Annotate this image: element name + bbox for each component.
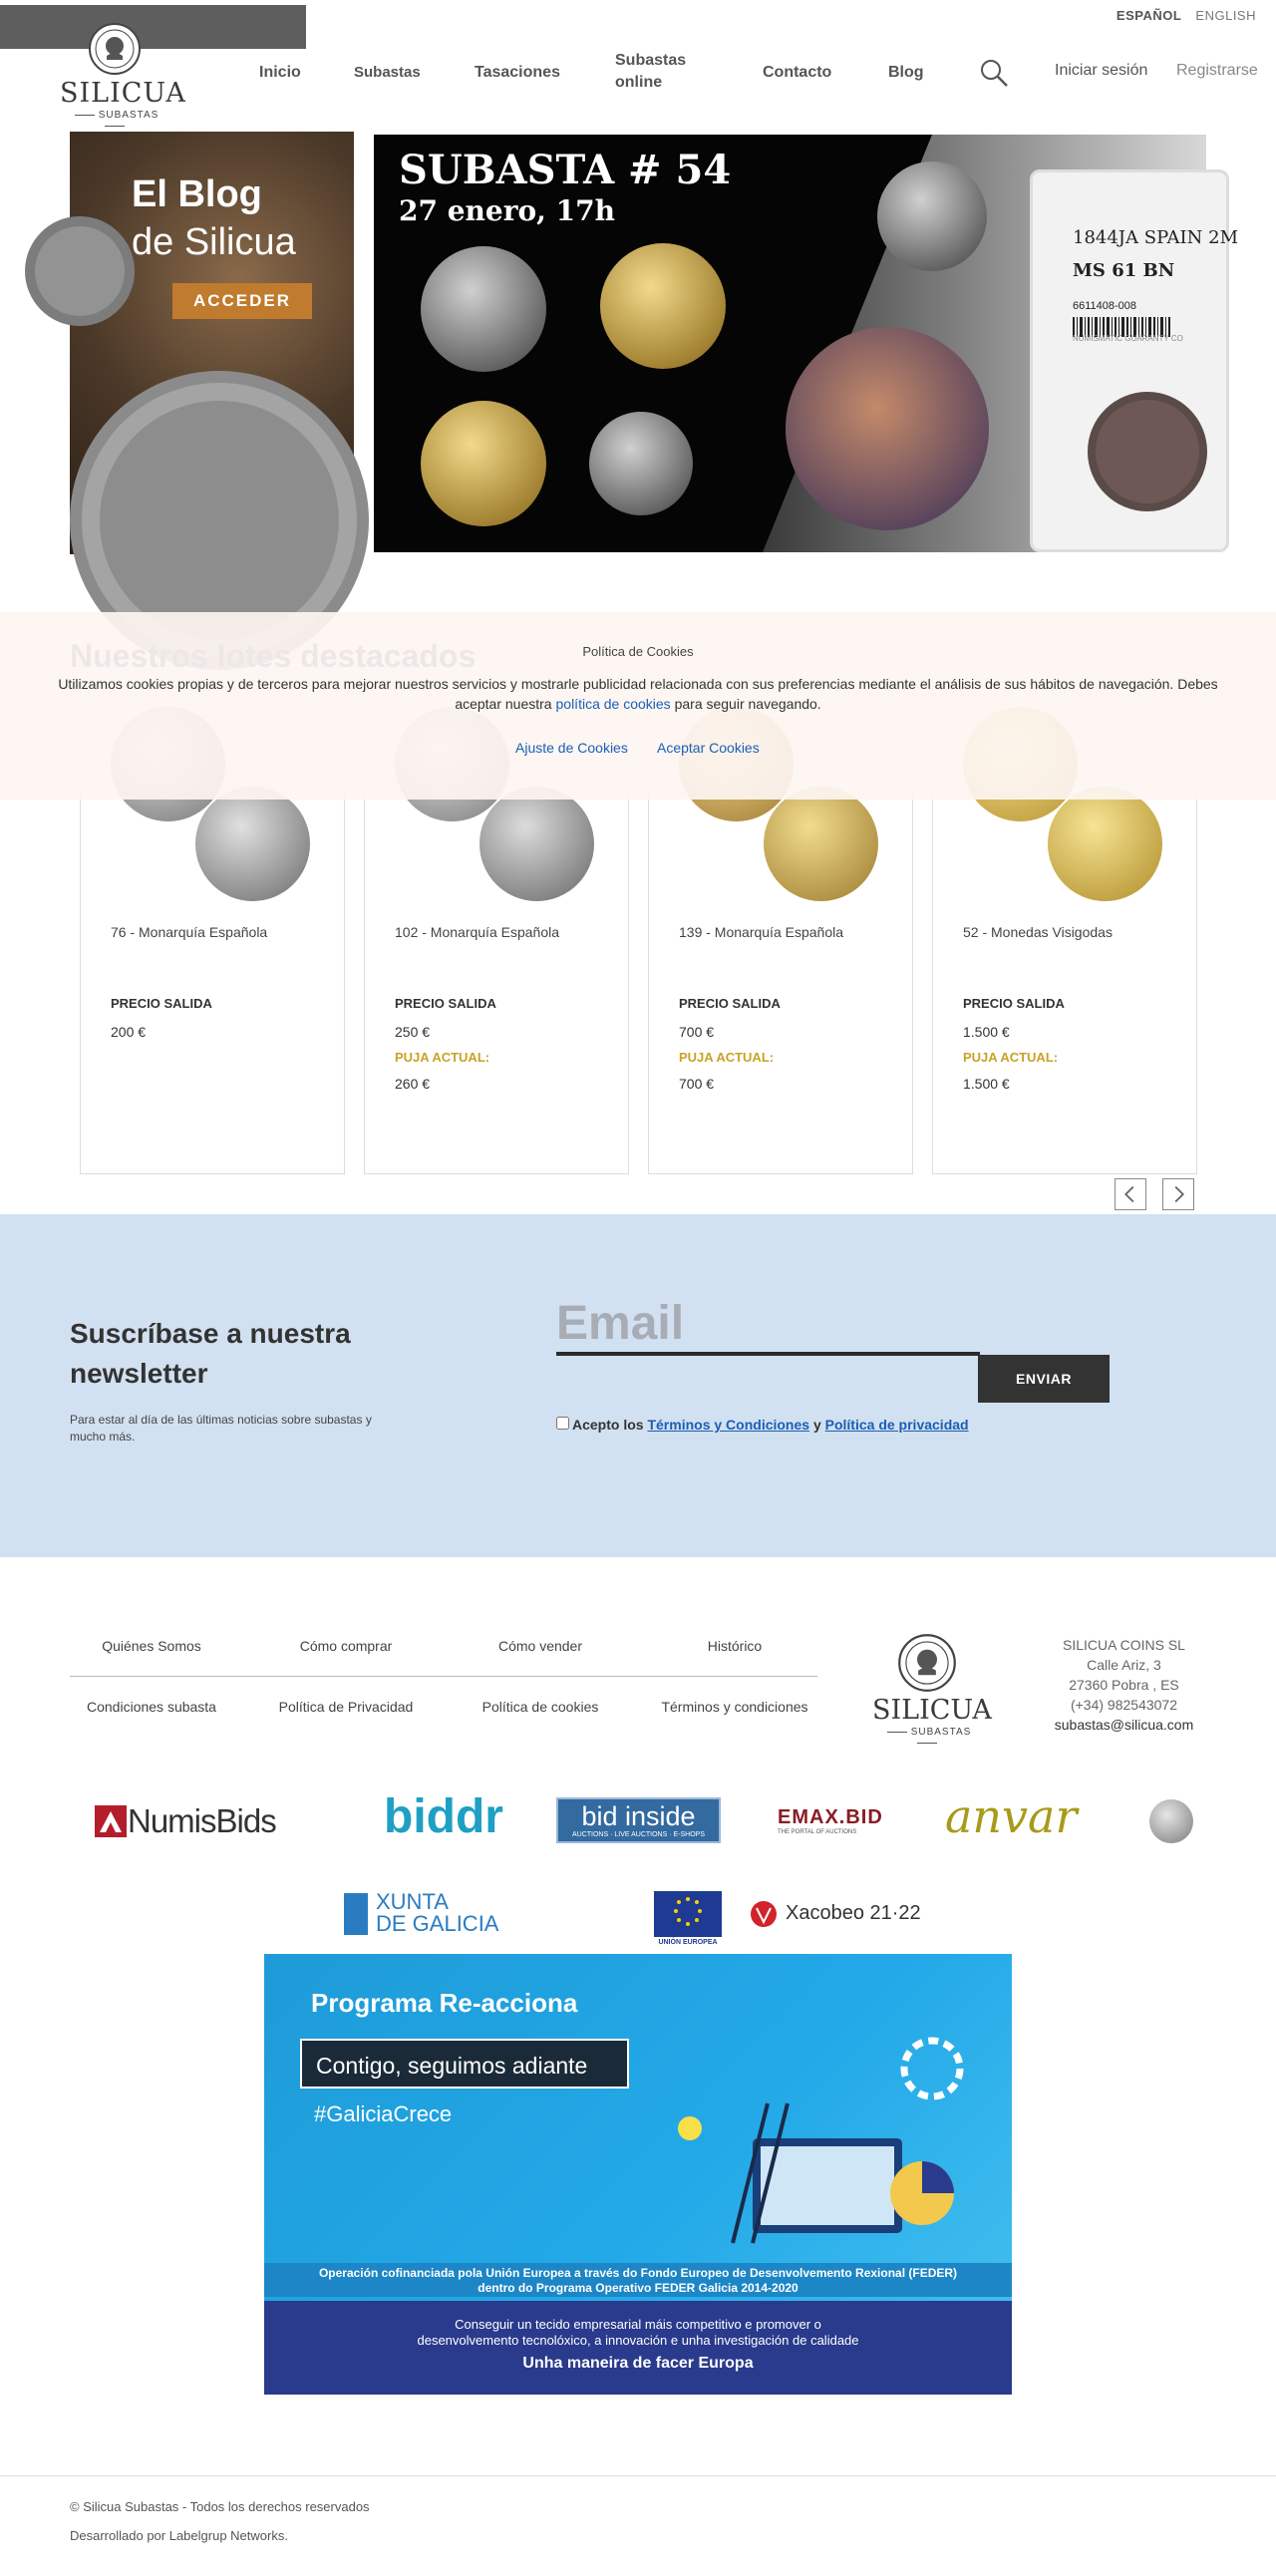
company-address-2: 27360 Pobra , ES [1069, 1677, 1179, 1693]
partner-anvar[interactable]: anvar [945, 1789, 1078, 1843]
slab-coin-image [1033, 382, 1232, 531]
numisbids-text: NumisBids [128, 1802, 276, 1839]
eu-flag-icon [654, 1891, 722, 1937]
newsletter-title: Suscríbase a nuestra newsletter [70, 1318, 351, 1389]
lot-title[interactable]: 76 - Monarquía Española [111, 924, 268, 940]
language-switcher [1107, 8, 1256, 23]
footer-logo[interactable] [872, 1633, 992, 1743]
lot-title[interactable]: 102 - Monarquía Española [395, 924, 559, 940]
lot-current-bid: 1.500 € [963, 1076, 1010, 1092]
funding-banner [264, 1954, 1012, 2395]
company-email[interactable]: subastas@silicua.com [1054, 1717, 1194, 1733]
cookie-settings-button[interactable]: Ajuste de Cookies [515, 740, 628, 756]
lot-starting-price: 700 € [679, 1024, 715, 1040]
footer-copyright: © Silicua Subastas - Todos los derechos reservados [70, 2499, 370, 2514]
footer-link-quienes-somos[interactable]: Quiénes Somos [102, 1638, 201, 1654]
footer-link-terminos[interactable]: Términos y condiciones [661, 1699, 808, 1715]
search-icon[interactable] [979, 58, 1009, 88]
blog-banner-subtitle: de Silicua [132, 221, 296, 263]
partner-coin-icon[interactable] [1149, 1799, 1193, 1843]
auction-title: SUBASTA # 54 [399, 147, 732, 193]
footer-link-cookies[interactable]: Política de cookies [481, 1699, 599, 1715]
slab-label-grader: NUMISMATIC GUARANTY CO [1073, 334, 1183, 343]
xunta-line1: XUNTA [376, 1889, 449, 1914]
newsletter-send-button[interactable]: ENVIAR [978, 1355, 1110, 1403]
lot-price-label: PRECIO SALIDA [679, 996, 781, 1011]
register-link[interactable]: Registrarse [1176, 62, 1258, 79]
nav-tasaciones[interactable]: Tasaciones [475, 64, 560, 81]
funding-title: Programa Re-acciona [311, 1988, 578, 2018]
blog-banner[interactable] [70, 132, 354, 554]
blog-banner-title: El Blog [132, 173, 262, 215]
lot-current-bid-label: PUJA ACTUAL: [395, 1050, 490, 1065]
cookie-banner [0, 612, 1276, 800]
xunta-flag-icon [344, 1893, 368, 1935]
xacobeo-text: Xacobeo 21·22 [786, 1902, 921, 1924]
partner-numisbids[interactable] [95, 1802, 309, 1840]
carousel-prev-icon[interactable] [1115, 1178, 1146, 1210]
lot-current-bid: 700 € [679, 1076, 715, 1092]
cookie-policy-link[interactable]: política de cookies [555, 696, 671, 712]
cookie-text-end: para seguir navegando. [674, 696, 821, 712]
emax-tagline: THE PORTAL OF AUCTIONS [778, 1829, 857, 1835]
funding-slogan: Contigo, seguimos adiante [300, 2039, 629, 2089]
footer-link-historico[interactable]: Histórico [707, 1638, 763, 1654]
funding-strip-line1: Operación cofinanciada pola Unión Europea a través do Fondo Europeo de Desenvolvemento Rexional (FEDER) [318, 2266, 958, 2280]
bidinside-text: bid inside [581, 1801, 696, 1831]
carousel-next-icon[interactable] [1162, 1178, 1194, 1210]
cookie-title: Política de Cookies [582, 644, 694, 659]
terms-and: y [812, 1417, 821, 1433]
company-phone[interactable]: (+34) 982543072 [1070, 1697, 1178, 1713]
terms-prefix: Acepto los [572, 1417, 644, 1433]
lot-coin-reverse [1048, 787, 1162, 901]
lot-price-label: PRECIO SALIDA [395, 996, 496, 1011]
funding-hashtag: #GaliciaCrece [314, 2101, 453, 2126]
lot-price-label: PRECIO SALIDA [963, 996, 1065, 1011]
lot-coin-reverse [764, 787, 878, 901]
newsletter-section [0, 1214, 1276, 1557]
nav-contacto[interactable]: Contacto [763, 64, 832, 81]
slab-label-cert: 6611408-008 [1073, 300, 1137, 312]
partner-biddr[interactable]: biddr [384, 1790, 503, 1843]
footer-link-como-vender[interactable]: Cómo vender [497, 1638, 583, 1654]
auction-date: 27 enero, 17h [399, 194, 615, 227]
lot-starting-price: 200 € [111, 1024, 147, 1040]
bidinside-tagline: AUCTIONS · LIVE AUCTIONS · E-SHOPS [571, 1831, 706, 1838]
lang-espanol[interactable]: ESPAÑOL [1116, 8, 1182, 23]
cookie-text-main: Utilizamos cookies propias y de terceros para mejorar nuestros servicios y mostrarle publicidad relacionada con sus preferencias mediante el análisis de sus hábitos de navegación. Debes aceptar nuestra [58, 676, 1218, 712]
lot-current-bid-label: PUJA ACTUAL: [963, 1050, 1059, 1065]
slab-label-grade: MS 61 BN [1073, 260, 1175, 281]
footer-link-privacidad[interactable]: Política de Privacidad [278, 1699, 414, 1715]
nav-blog[interactable]: Blog [888, 64, 924, 81]
lot-price-label: PRECIO SALIDA [111, 996, 212, 1011]
footer-logo-wordmark: SILICUA [872, 1695, 992, 1726]
logo-seal-icon [88, 22, 142, 76]
numisbids-icon [95, 1805, 127, 1837]
funding-bottom-text [264, 2317, 1012, 2349]
lang-english[interactable]: ENGLISH [1195, 8, 1256, 23]
funding-strip-line2: dentro do Programa Operativo FEDER Galicia 2014-2020 [478, 2281, 798, 2295]
xunta-line2: DE GALICIA [376, 1911, 499, 1936]
logo-wordmark: SILICUA [60, 78, 186, 109]
lot-coin-reverse [195, 787, 310, 901]
footer-divider [70, 1676, 817, 1677]
terms-link[interactable]: Términos y Condiciones [647, 1417, 810, 1433]
login-link[interactable]: Iniciar sesión [1055, 62, 1148, 79]
footer-developer: Desarrollado por Labelgrup Networks. [70, 2528, 288, 2543]
footer-logo-seal-icon [897, 1633, 957, 1693]
funding-bottom-line2: desenvolvemento tecnolóxico, a innovación e unha investigación de calidade [417, 2333, 859, 2348]
ue-logo [654, 1891, 722, 1949]
lot-title[interactable]: 52 - Monedas Visigodas [963, 924, 1113, 940]
cookie-accept-button[interactable]: Aceptar Cookies [657, 740, 760, 756]
newsletter-terms-label [572, 1417, 969, 1433]
nav-inicio[interactable]: Inicio [259, 64, 301, 81]
company-info [1037, 1635, 1211, 1735]
footer-link-como-comprar[interactable]: Cómo comprar [299, 1638, 393, 1654]
lot-coin-reverse [479, 787, 594, 901]
slab-label-line1: 1844JA SPAIN 2M [1073, 227, 1238, 248]
lot-starting-price: 1.500 € [963, 1024, 1010, 1040]
auction-banner[interactable] [374, 135, 1238, 552]
xacobeo-icon [750, 1900, 778, 1928]
emax-text: EMAX.BID [778, 1806, 883, 1828]
newsletter-email-input[interactable] [556, 1294, 980, 1356]
lot-title[interactable]: 139 - Monarquía Española [679, 924, 843, 940]
blog-access-button[interactable]: ACCEDER [172, 283, 312, 319]
newsletter-terms-checkbox[interactable] [556, 1417, 569, 1430]
funding-bottom [264, 2301, 1012, 2395]
funding-strip [264, 2263, 1012, 2297]
cookie-text [40, 674, 1236, 714]
footer-bottom-divider [0, 2475, 1276, 2476]
company-address-1: Calle Ariz, 3 [1087, 1657, 1161, 1673]
xunta-galicia-logo [344, 1891, 503, 1939]
logo-subtitle: SUBASTAS [60, 110, 169, 132]
funding-bottom-line1: Conseguir un tecido empresarial máis competitivo e promover o [455, 2317, 821, 2332]
lot-current-bid-label: PUJA ACTUAL: [679, 1050, 775, 1065]
lot-starting-price: 250 € [395, 1024, 431, 1040]
graded-coin-slab [1030, 169, 1238, 552]
partner-bidinside[interactable] [556, 1797, 721, 1843]
partner-emax[interactable] [778, 1806, 889, 1835]
nav-subastas-online[interactable]: Subastas online [615, 52, 687, 91]
ue-label: UNIÓN EUROPEA [658, 1939, 718, 1946]
nav-subastas[interactable]: Subastas [354, 64, 421, 81]
funding-bottom-motto: Unha maneira de facer Europa [522, 2355, 754, 2372]
company-name: SILICUA COINS SL [1063, 1637, 1185, 1653]
privacy-link[interactable]: Política de privacidad [824, 1417, 969, 1433]
xacobeo-logo [750, 1898, 924, 1930]
site-logo[interactable] [60, 20, 186, 121]
footer-logo-subtitle: SUBASTAS [872, 1727, 982, 1749]
footer-link-condiciones[interactable]: Condiciones subasta [87, 1699, 216, 1715]
newsletter-description: Para estar al día de las últimas noticias sobre subastas y mucho más. [70, 1413, 372, 1444]
lot-current-bid: 260 € [395, 1076, 431, 1092]
